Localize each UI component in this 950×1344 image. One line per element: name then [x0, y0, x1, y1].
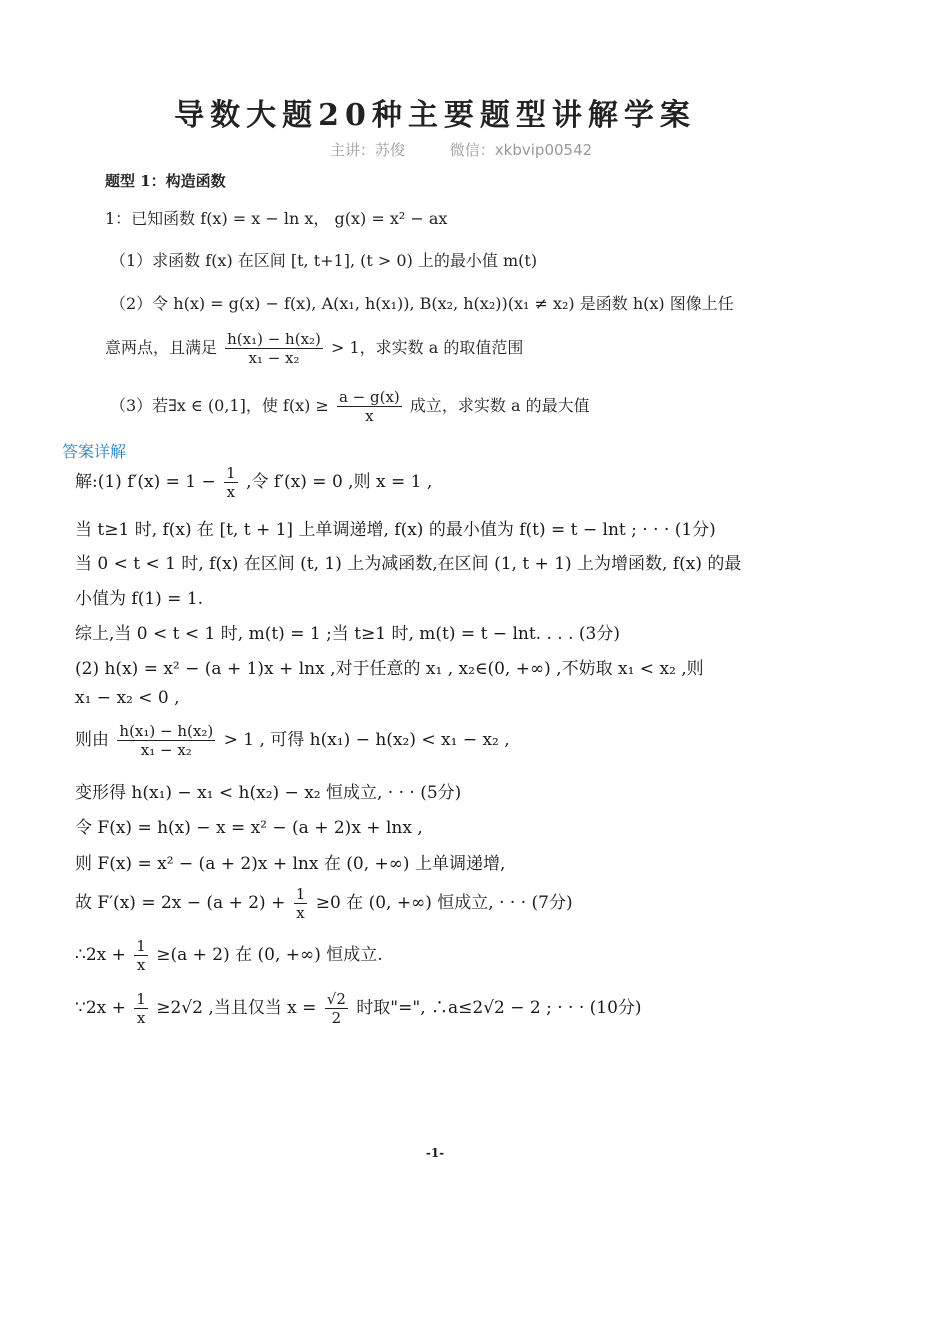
question-part-3-fraction	[337, 388, 402, 425]
fraction-numerator: 1	[136, 937, 146, 955]
fraction-denominator: x₁ − x₂	[248, 349, 300, 367]
solution-fraction	[325, 990, 348, 1027]
document-subtitle	[330, 139, 632, 160]
solution-line-7: x₁ − x₂ < 0 ,	[75, 688, 180, 708]
solution-text: ≥2√2 ,当且仅当 x =	[156, 998, 317, 1018]
solution-text: ≥0 在 (0, +∞) 恒成立, · · · (7分)	[315, 893, 573, 913]
wechat-label: 微信：xkbvip00542	[449, 141, 593, 159]
question-part-2-line-1: （2）令 h(x) = g(x) − f(x), A(x₁, h(x₁)), B(x₂, h(x₂))(x₁ ≠ x₂) 是函数 h(x) 图像上任	[110, 294, 734, 313]
solution-fraction	[134, 937, 148, 974]
solution-line-2: 当 t≥1 时, f(x) 在 [t, t + 1] 上单调递增, f(x) 的最小值为 f(t) = t − lnt ; · · · (1分)	[75, 520, 716, 540]
fraction-denominator: x₁ − x₂	[140, 741, 192, 759]
question-part-2-condition: > 1，求实数 a 的取值范围	[330, 338, 524, 357]
solution-line-8	[75, 722, 510, 759]
solution-line-9: 变形得 h(x₁) − x₁ < h(x₂) − x₂ 恒成立, · · · (5分)	[75, 783, 462, 803]
document-title: 导数大题20种主要题型讲解学案	[174, 98, 696, 133]
solution-line-5: 综上,当 0 < t < 1 时, m(t) = 1 ;当 t≥1 时, m(t) = t − lnt. . . . (3分)	[75, 624, 620, 644]
solution-text: 时取"=", ∴a≤2√2 − 2 ; · · · (10分)	[356, 998, 642, 1018]
solution-text: ,令 f′(x) = 0 ,则 x = 1 ,	[246, 472, 433, 492]
solution-fraction	[294, 885, 308, 922]
fraction-denominator: x	[136, 956, 146, 974]
fraction-numerator: √2	[326, 990, 346, 1008]
question-stem: 1：已知函数 f(x) = x − ln x， g(x) = x² − ax	[105, 209, 448, 228]
fraction-denominator: x	[136, 1009, 146, 1027]
fraction-numerator: 1	[226, 464, 236, 482]
fraction-numerator: 1	[136, 990, 146, 1008]
solution-line-1	[75, 464, 432, 501]
question-part-3-ask: 成立，求实数 a 的最大值	[409, 396, 590, 415]
fraction-denominator: 2	[331, 1009, 342, 1027]
lecturer-label: 主讲：苏俊	[330, 141, 406, 159]
solution-fraction	[117, 722, 215, 759]
solution-text: ∵2x +	[75, 998, 126, 1018]
fraction-denominator: x	[365, 407, 374, 425]
solution-line-14	[75, 990, 642, 1027]
question-part-2-line-2	[105, 330, 523, 367]
fraction-numerator: a − g(x)	[338, 388, 400, 406]
question-part-3	[110, 388, 590, 425]
solution-line-10: 令 F(x) = h(x) − x = x² − (a + 2)x + lnx ,	[75, 818, 423, 838]
question-part-3-text: （3）若∃x ∈ (0,1]，使 f(x) ≥	[110, 396, 329, 415]
solution-fraction	[224, 464, 238, 501]
question-part-2-fraction	[225, 330, 323, 367]
solution-fraction	[134, 990, 148, 1027]
solution-text: 解:(1) f′(x) = 1 −	[75, 472, 216, 492]
solution-line-4: 小值为 f(1) = 1.	[75, 589, 204, 609]
solution-text: ≥(a + 2) 在 (0, +∞) 恒成立.	[156, 945, 383, 965]
fraction-numerator: 1	[295, 885, 306, 903]
question-type-heading: 题型 1：构造函数	[105, 172, 226, 190]
solution-line-12	[75, 885, 573, 922]
fraction-denominator: x	[226, 483, 236, 501]
solution-text: 故 F′(x) = 2x − (a + 2) +	[75, 893, 286, 913]
answer-heading: 答案详解	[62, 442, 127, 461]
fraction-numerator: h(x₁) − h(x₂)	[119, 722, 214, 740]
solution-text: > 1 , 可得 h(x₁) − h(x₂) < x₁ − x₂ ,	[223, 730, 510, 750]
solution-line-11: 则 F(x) = x² − (a + 2)x + lnx 在 (0, +∞) 上单调递增,	[75, 854, 506, 874]
question-part-2-text: 意两点，且满足	[105, 338, 218, 357]
fraction-numerator: h(x₁) − h(x₂)	[227, 330, 321, 348]
page-number: -1-	[425, 1146, 445, 1160]
solution-line-3: 当 0 < t < 1 时, f(x) 在区间 (t, 1) 上为减函数,在区间 (1, t + 1) 上为增函数, f(x) 的最	[75, 554, 742, 574]
solution-text: ∴2x +	[75, 945, 126, 965]
fraction-denominator: x	[296, 904, 305, 922]
solution-line-6: (2) h(x) = x² − (a + 1)x + lnx ,对于任意的 x₁ , x₂∈(0, +∞) ,不妨取 x₁ < x₂ ,则	[75, 659, 704, 679]
solution-text: 则由	[75, 730, 109, 750]
solution-line-13	[75, 937, 383, 974]
question-part-1: （1）求函数 f(x) 在区间 [t, t+1], (t > 0) 上的最小值 m(t)	[110, 251, 538, 270]
